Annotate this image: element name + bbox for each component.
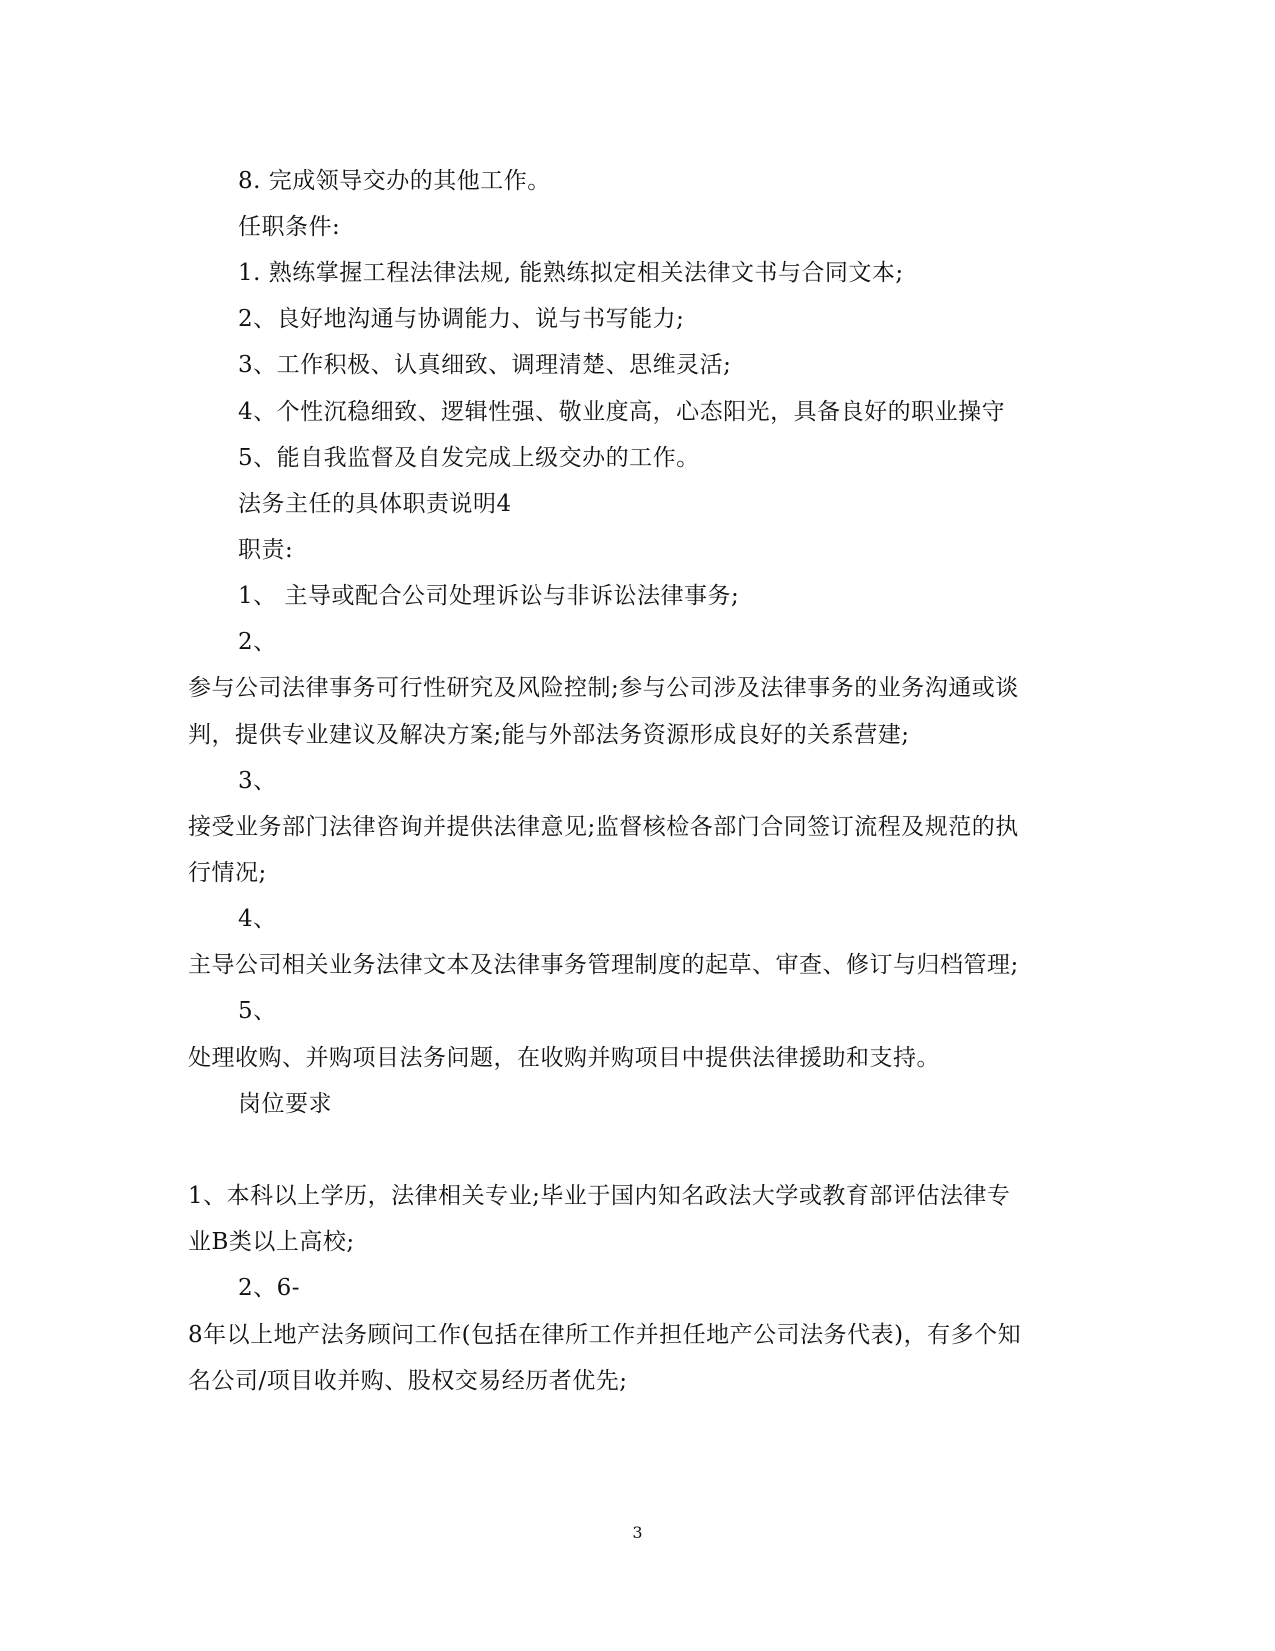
text-line: 5、能自我监督及自发完成上级交办的工作。: [238, 445, 700, 471]
section-heading: 任职条件:: [238, 214, 341, 240]
text-line: 1、本科以上学历，法律相关专业;毕业于国内知名政法大学或教育部评估法律专: [188, 1183, 1011, 1209]
text-line: 8年以上地产法务顾问工作(包括在律所工作并担任地产公司法务代表)，有多个知: [188, 1322, 1022, 1348]
text-line: 1. 熟练掌握工程法律法规, 能熟练拟定相关法律文书与合同文本;: [238, 260, 904, 286]
text-line: 行情况;: [188, 860, 267, 886]
text-line: 3、工作积极、认真细致、调理清楚、思维灵活;: [238, 352, 732, 378]
section-heading: 法务主任的具体职责说明4: [238, 491, 512, 517]
text-line: 判，提供专业建议及解决方案;能与外部法务资源形成良好的关系营建;: [188, 722, 910, 748]
section-heading: 职责:: [238, 537, 294, 563]
text-line: 接受业务部门法律咨询并提供法律意见;监督核检各部门合同签订流程及规范的执: [188, 814, 1019, 840]
list-number: 2、6-: [238, 1275, 301, 1301]
list-number: 2、: [238, 629, 277, 655]
text-line: 主导公司相关业务法律文本及法律事务管理制度的起草、审查、修订与归档管理;: [188, 952, 1019, 978]
text-line: 2、良好地沟通与协调能力、说与书写能力;: [238, 306, 685, 332]
section-heading: 岗位要求: [238, 1091, 332, 1117]
text-line: 处理收购、并购项目法务问题，在收购并购项目中提供法律援助和支持。: [188, 1045, 940, 1071]
text-line: 4、个性沉稳细致、逻辑性强、敬业度高，心态阳光，具备良好的职业操守: [238, 399, 1006, 425]
text-line: 1、 主导或配合公司处理诉讼与非诉讼法律事务;: [238, 583, 740, 609]
text-line: 参与公司法律事务可行性研究及风险控制;参与公司涉及法律事务的业务沟通或谈: [188, 675, 1019, 701]
text-line: 8. 完成领导交办的其他工作。: [238, 168, 551, 194]
text-line: 名公司/项目收并购、股权交易经历者优先;: [188, 1368, 628, 1394]
text-line: 业B类以上高校;: [188, 1229, 355, 1255]
list-number: 4、: [238, 906, 277, 932]
page-number: 3: [632, 1523, 643, 1542]
list-number: 5、: [238, 998, 277, 1024]
list-number: 3、: [238, 768, 277, 794]
